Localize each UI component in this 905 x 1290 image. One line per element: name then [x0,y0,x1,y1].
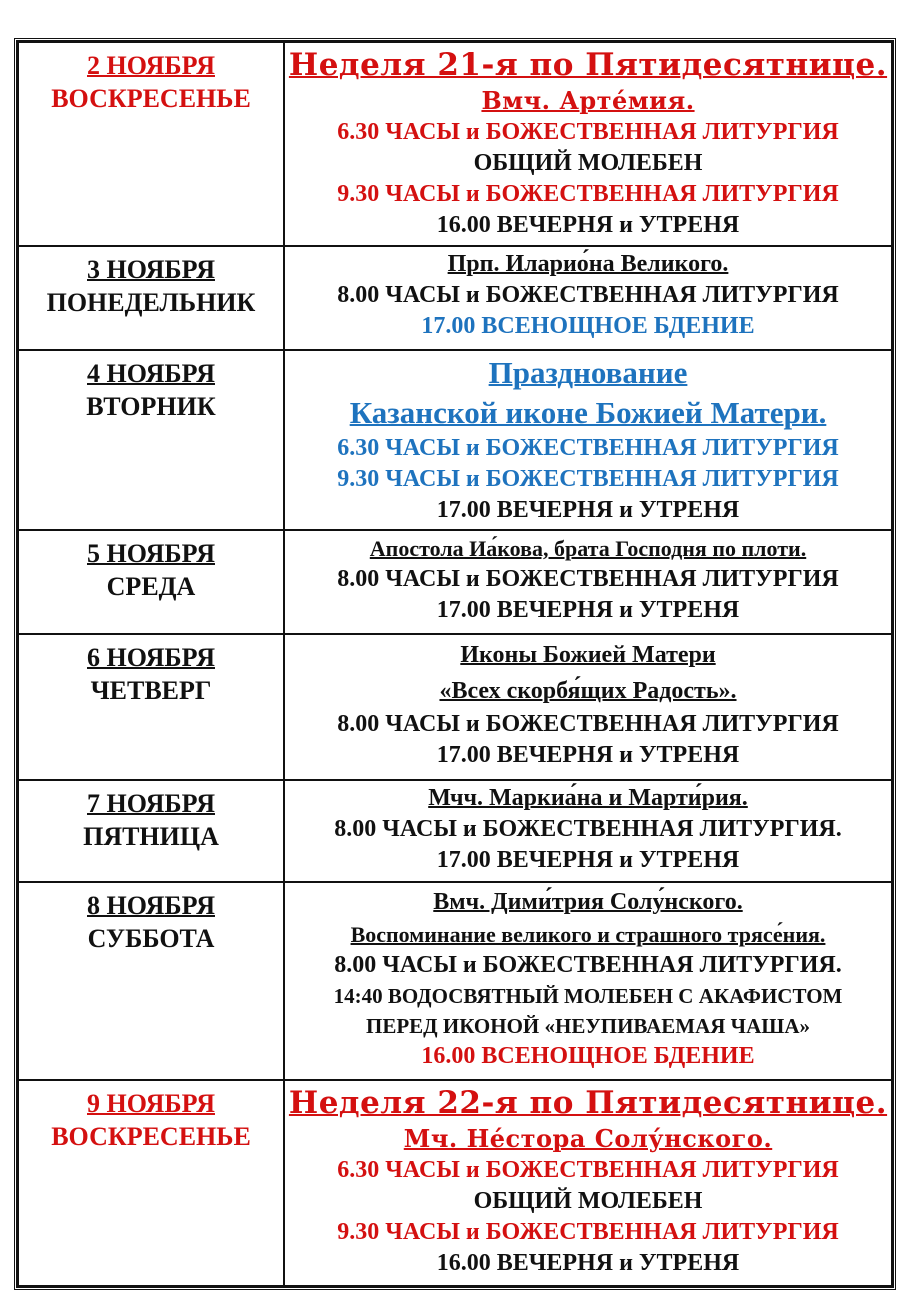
service-line: 16.00 ВЕЧЕРНЯ и УТРЕНЯ [436,1250,740,1276]
date-cell [18,530,284,634]
service-line: 16.00 ВСЕНОЩНОЕ БДЕНИЕ [421,1043,755,1069]
service-line: 6.30 ЧАСЫ и БОЖЕСТВЕННАЯ ЛИТУРГИЯ [337,435,839,461]
saint-commemoration: Мч. Не́стора Солу́нского. [403,1124,773,1153]
service-line: 17.00 ВЕЧЕРНЯ и УТРЕНЯ [436,497,740,523]
weekday-label: ВТОРНИК [86,392,216,421]
service-line: 17.00 ВСЕНОЩНОЕ БДЕНИЕ [421,313,755,339]
schedule-row-nov-9 [18,1080,892,1286]
date-label: 3 НОЯБРЯ [87,255,215,284]
schedule-sheet [14,38,896,1290]
saint-commemoration: Вмч. Дими́трия Солу́нского. [433,889,743,915]
feast-title: Казанской иконе Божией Матери. [349,395,827,430]
services-cell [284,882,892,1080]
date-label: 5 НОЯБРЯ [87,539,215,568]
date-label: 2 НОЯБРЯ [87,51,215,80]
saint-commemoration: Апостола Иа́кова, брата Господня по плоти. [369,536,807,561]
date-label: 8 НОЯБРЯ [87,891,215,920]
schedule-row-nov-3 [18,246,892,350]
service-line: 9.30 ЧАСЫ и БОЖЕСТВЕННАЯ ЛИТУРГИЯ [337,1219,839,1245]
date-cell [18,634,284,780]
saint-commemoration: Иконы Божией Матери [460,642,716,668]
service-line: 17.00 ВЕЧЕРНЯ и УТРЕНЯ [436,847,740,873]
service-line: 16.00 ВЕЧЕРНЯ и УТРЕНЯ [436,212,740,238]
date-cell [18,882,284,1080]
saint-commemoration: Мчч. Маркиа́на и Марти́рия. [428,785,748,811]
service-line: 9.30 ЧАСЫ и БОЖЕСТВЕННАЯ ЛИТУРГИЯ [337,181,839,207]
weekday-label: ПЯТНИЦА [83,822,219,851]
services-cell [284,780,892,882]
feast-title: Неделя 21-я по Пятидесятнице. [288,47,888,83]
saint-commemoration: Прп. Иларио́на Великого. [447,251,729,277]
saint-commemoration: Вмч. Арте́мия. [481,86,695,115]
weekday-label: ВОСКРЕСЕНЬЕ [51,1122,251,1151]
weekday-label: СРЕДА [106,572,196,601]
service-schedule-table [17,41,893,1287]
feast-title: Празднование [488,355,688,390]
service-line: 8.00 ЧАСЫ и БОЖЕСТВЕННАЯ ЛИТУРГИЯ [337,282,839,308]
weekday-label: ЧЕТВЕРГ [90,676,212,705]
schedule-row-nov-7 [18,780,892,882]
feast-title: Неделя 22-я по Пятидесятнице. [288,1085,888,1121]
service-line: ПЕРЕД ИКОНОЙ «НЕУПИВАЕМАЯ ЧАША» [366,1014,810,1038]
services-cell [284,530,892,634]
services-cell [284,1080,892,1286]
date-cell [18,246,284,350]
date-cell [18,42,284,246]
date-label: 4 НОЯБРЯ [87,359,215,388]
schedule-row-nov-5 [18,530,892,634]
schedule-row-nov-8 [18,882,892,1080]
date-label: 9 НОЯБРЯ [87,1089,215,1118]
date-cell [18,1080,284,1286]
date-label: 7 НОЯБРЯ [87,789,215,818]
schedule-row-nov-6 [18,634,892,780]
weekday-label: ПОНЕДЕЛЬНИК [46,288,256,317]
weekday-label: СУББОТА [87,924,215,953]
date-cell [18,780,284,882]
service-line: 14:40 ВОДОСВЯТНЫЙ МОЛЕБЕН С АКАФИСТОМ [333,984,843,1008]
service-line: ОБЩИЙ МОЛЕБЕН [473,1188,703,1214]
service-line: 8.00 ЧАСЫ и БОЖЕСТВЕННАЯ ЛИТУРГИЯ [337,566,839,592]
service-line: 9.30 ЧАСЫ и БОЖЕСТВЕННАЯ ЛИТУРГИЯ [337,466,839,492]
service-line: ОБЩИЙ МОЛЕБЕН [473,150,703,176]
schedule-row-nov-4 [18,350,892,530]
weekday-label: ВОСКРЕСЕНЬЕ [51,84,251,113]
services-cell [284,634,892,780]
service-line: 6.30 ЧАСЫ и БОЖЕСТВЕННАЯ ЛИТУРГИЯ [337,1157,839,1183]
service-line: 6.30 ЧАСЫ и БОЖЕСТВЕННАЯ ЛИТУРГИЯ [337,119,839,145]
service-line: 8.00 ЧАСЫ и БОЖЕСТВЕННАЯ ЛИТУРГИЯ. [334,952,842,978]
services-cell [284,42,892,246]
services-cell [284,246,892,350]
service-line: 8.00 ЧАСЫ и БОЖЕСТВЕННАЯ ЛИТУРГИЯ [337,711,839,737]
service-line: 17.00 ВЕЧЕРНЯ и УТРЕНЯ [436,597,740,623]
date-cell [18,350,284,530]
feast-commemoration: Воспоминание великого и страшного трясе́ния. [350,922,826,947]
date-label: 6 НОЯБРЯ [87,643,215,672]
schedule-row-nov-2 [18,42,892,246]
service-line: 17.00 ВЕЧЕРНЯ и УТРЕНЯ [436,742,740,768]
service-line: 8.00 ЧАСЫ и БОЖЕСТВЕННАЯ ЛИТУРГИЯ. [334,816,842,842]
services-cell [284,350,892,530]
saint-commemoration: «Всех скорбя́щих Радость». [439,678,737,704]
